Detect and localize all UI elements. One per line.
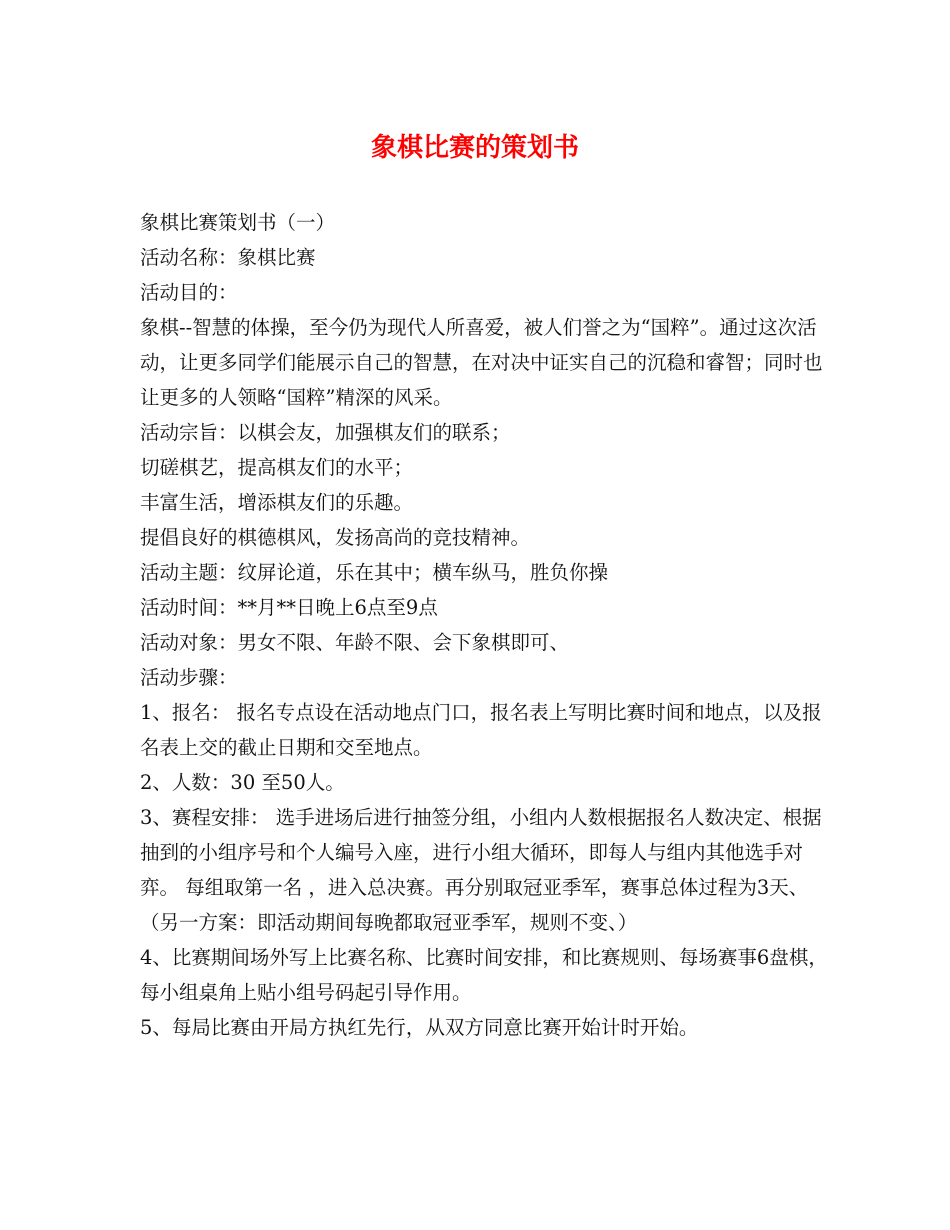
step-1-registration: 1、报名： 报名专点设在活动地点门口，报名表上写明比赛时间和地点，以及报名表上交的截止日期和交至地点。 xyxy=(140,701,822,759)
activity-participants: 活动对象：男女不限、年龄不限、会下象棋即可、 xyxy=(140,631,570,654)
step-3-schedule: 3、赛程安排： 选手进场后进行抽签分组，小组内人数根据报名人数决定、根据抽到的小组序号和个人编号入座，进行小组大循环，即每人与组内其他选手对弈。 每组取第一名 ，进入总决赛。再分别取冠亚季军，赛事总体过程为3天、（另一方案：即活动期间每晚都取冠亚季军，规则不变、） xyxy=(140,806,822,934)
activity-purpose-label: 活动目的： xyxy=(140,281,238,304)
page-title: 象棋比赛的策划书 xyxy=(370,133,579,163)
activity-theme: 活动主题：纹屏论道，乐在其中；横车纵马，胜负你操 xyxy=(140,561,609,584)
step-4-venue: 4、比赛期间场外写上比赛名称、比赛时间安排，和比赛规则、每场赛事6盘棋，每小组桌角上贴小组号码起引导作用。 xyxy=(140,946,828,1004)
activity-purpose-text: 象棋--智慧的体操，至今仍为现代人所喜爱，被人们誉之为“国粹”。通过这次活动，让更多同学们能展示自己的智慧，在对决中证实自己的沉稳和睿智；同时也让更多的人领略“国粹”精深的风采。 xyxy=(140,316,823,409)
document-body xyxy=(140,205,835,1045)
activity-aim-1: 活动宗旨：以棋会友，加强棋友们的联系； xyxy=(140,421,511,444)
activity-aim-4: 提倡良好的棋德棋风，发扬高尚的竞技精神。 xyxy=(140,526,531,549)
step-2-headcount: 2、人数：30 至50人。 xyxy=(140,771,345,794)
step-5-rules: 5、每局比赛由开局方执红先行，从双方同意比赛开始计时开始。 xyxy=(140,1016,699,1039)
section-heading: 象棋比赛策划书（一） xyxy=(140,211,336,234)
activity-name: 活动名称：象棋比赛 xyxy=(140,246,316,269)
activity-steps-label: 活动步骤： xyxy=(140,666,238,689)
activity-time: 活动时间：**月**日晚上6点至9点 xyxy=(140,596,438,619)
activity-aim-2: 切磋棋艺，提高棋友们的水平； xyxy=(140,456,414,479)
activity-aim-3: 丰富生活，增添棋友们的乐趣。 xyxy=(140,491,414,514)
